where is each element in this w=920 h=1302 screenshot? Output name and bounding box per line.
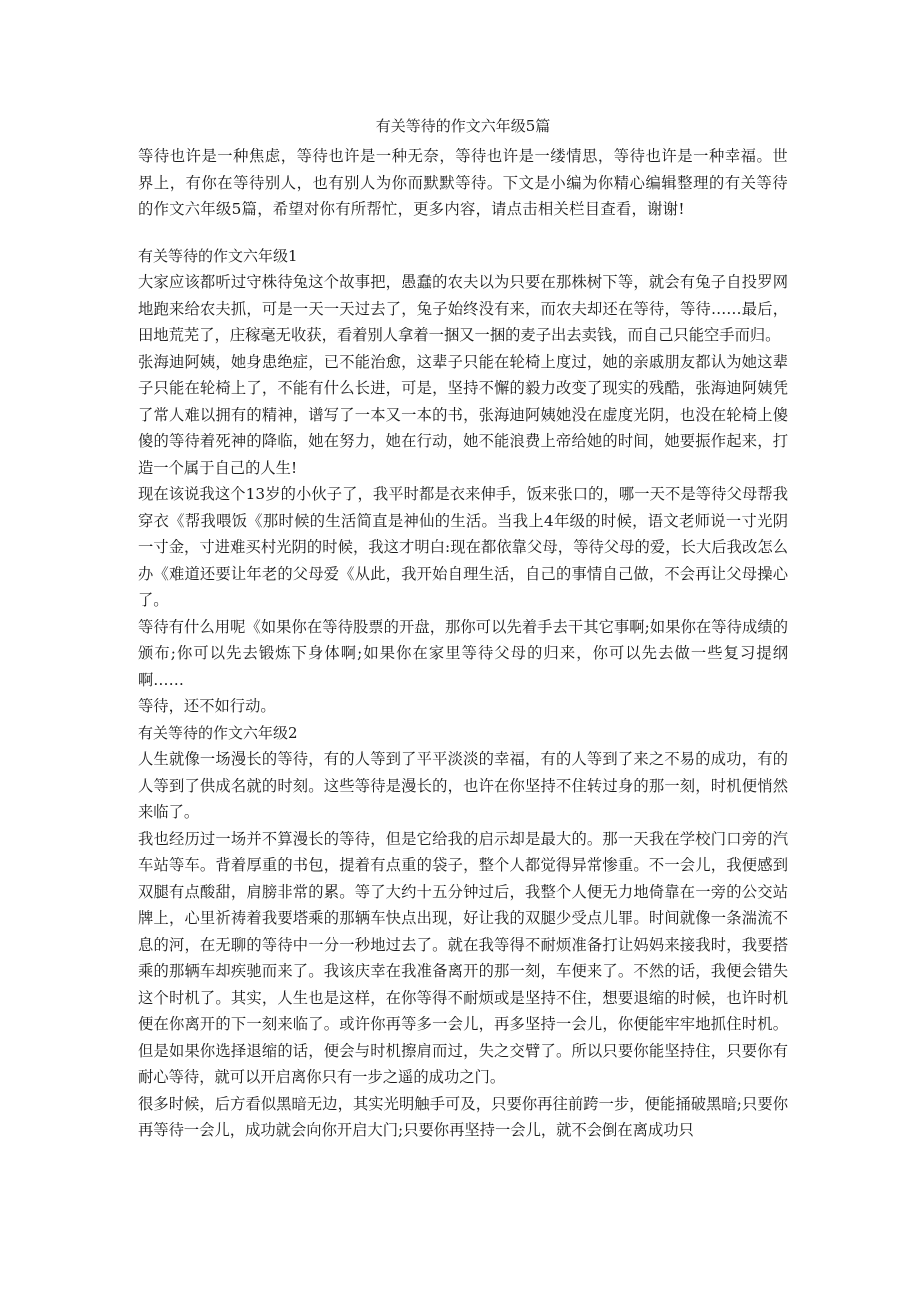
document-page — [138, 115, 788, 1144]
intro-paragraph: 等待也许是一种焦虑，等待也许是一种无奈，等待也许是一缕情思，等待也许是一种幸福。世界上，有你在等待别人，也有别人为你而默默等待。下文是小编为你精心编辑整理的有关等待的作文六年级5篇，希望对你有所帮忙，更多内容，请点击相关栏目查看，谢谢! — [138, 147, 788, 218]
paragraph: 大家应该都听过守株待兔这个故事把，愚蠢的农夫以为只要在那株树下等，就会有兔子自投罗网地跑来给农夫抓，可是一天一天过去了，兔子始终没有来，而农夫却还在等待，等待……最后，田地荒芜了，庄稼毫无收获，看着别人拿着一捆又一捆的麦子出去卖钱，而自己只能空手而归。 — [138, 273, 788, 344]
paragraph: 很多时候，后方看似黑暗无边，其实光明触手可及，只要你再往前跨一步，便能捅破黑暗;只要你再等待一会儿，成功就会向你开启大门;只要你再坚持一会儿，就不会倒在离成功只 — [138, 1094, 788, 1139]
paragraph: 我也经历过一场并不算漫长的等待，但是它给我的启示却是最大的。那一天我在学校门口旁的汽车站等车。背着厚重的书包，提着有点重的袋子，整个人都觉得异常惨重。不一会儿，我便感到双腿有点酸甜，肩膀非常的累。等了大约十五分钟过后，我整个人便无力地倚靠在一旁的公交站牌上，心里祈祷着我要塔乘的那辆车快点出现，好让我的双腿少受点儿罪。时间就像一条湍流不息的河，在无聊的等待中一分一秒地过去了。就在我等得不耐烦准备打让妈妈来接我时，我要搭乘的那辆车却疾驰而来了。我该庆幸在我准备离开的那一刻，车便来了。不然的话，我便会错失这个时机了。其实，人生也是这样，在你等得不耐烦或是坚持不住，想要退缩的时候，也许时机便在你离开的下一刻来临了。或许你再等多一会儿，再多坚持一会儿，你便能牢牢地抓住时机。但是如果你选择退缩的话，便会与时机擦肩而过，失之交臂了。所以只要你能坚持住，只要你有耐心等待，就可以开启离你只有一步之遥的成功之门。 — [138, 829, 788, 1086]
paragraph: 人生就像一场漫长的等待，有的人等到了平平淡淡的幸福，有的人等到了来之不易的成功，有的人等到了供成名就的时刻。这些等待是漫长的，也许在你坚持不住转过身的那一刻，时机便悄然来临了。 — [138, 750, 788, 821]
paragraph: 等待，还不如行动。 — [138, 697, 276, 715]
paragraph: 张海迪阿姨，她身患绝症，已不能治愈，这辈子只能在轮椅上度过，她的亲戚朋友都认为她这辈子只能在轮椅上了，不能有什么长进，可是，坚持不懈的毅力改变了现实的残酷，张海迪阿姨凭了常人难以拥有的精神，谱写了一本又一本的书，张海迪阿姨她没在虚度光阴，也没在轮椅上傻傻的等待着死神的降临，她在努力，她在行动，她不能浪费上帝给她的时间，她要振作起来，打造一个属于自己的人生! — [138, 352, 788, 477]
section-heading-2: 有关等待的作文六年级2 — [138, 723, 298, 742]
spacer — [138, 223, 788, 243]
paragraph: 等待有什么用呢《如果你在等待股票的开盘，那你可以先着手去干其它事啊;如果你在等待成绩的颁布;你可以先去锻炼下身体啊;如果你在家里等待父母的归来，你可以先去做一些复习提纲啊…… — [138, 617, 788, 689]
paragraph: 现在该说我这个13岁的小伙子了，我平时都是衣来伸手，饭来张口的，哪一天不是等待父母帮我穿衣《帮我喂饭《那时候的生活简直是神仙的生活。当我上4年级的时候，语文老师说一寸光阴一寸金，寸进难买村光阴的时候，我这才明白:现在都依靠父母，等待父母的爱，长大后我改怎么办《难道还要让年老的父母爱《从此，我开始自理生活，自己的事情自己做，不会再让父母操心了。 — [138, 485, 788, 609]
document-title: 有关等待的作文六年级5篇 — [375, 117, 551, 135]
section-heading-1: 有关等待的作文六年级1 — [138, 246, 298, 265]
